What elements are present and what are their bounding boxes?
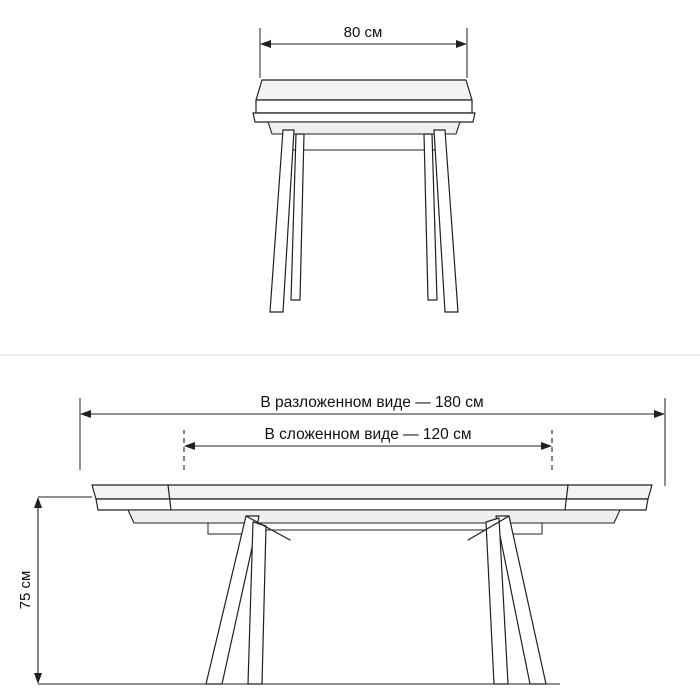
side-view-leg-back-left (291, 134, 304, 300)
side-view-apron (268, 122, 460, 134)
side-view-width-label: 80 см (343, 24, 383, 41)
front-view-arrow-right-120 (541, 442, 552, 450)
front-view-arrow-bottom-75 (34, 673, 42, 684)
side-view-tabletop-edge (256, 100, 472, 113)
front-view-apron (128, 510, 620, 523)
side-view-tabletop-surface (256, 80, 472, 100)
front-view-height-label: 75 см (17, 570, 34, 610)
side-view-arrow-right (456, 40, 467, 48)
front-view-arrow-top-75 (34, 497, 42, 508)
front-view-arrow-right-180 (654, 410, 665, 418)
front-view-length-folded-label: В сложенном виде — 120 см (264, 426, 472, 443)
side-view-leg-back-right (424, 134, 437, 300)
front-view-arrow-left-120 (184, 442, 195, 450)
side-view-leg-front-right (434, 130, 458, 312)
side-view-tabletop-underedge (253, 113, 475, 122)
side-view-group (253, 24, 475, 312)
side-view-leg-front-left (270, 130, 294, 312)
front-view-arrow-left-180 (80, 410, 91, 418)
front-view-group (17, 394, 665, 684)
front-view-length-extended-label: В разложенном виде — 180 см (260, 394, 484, 411)
side-view-arrow-left (260, 40, 271, 48)
